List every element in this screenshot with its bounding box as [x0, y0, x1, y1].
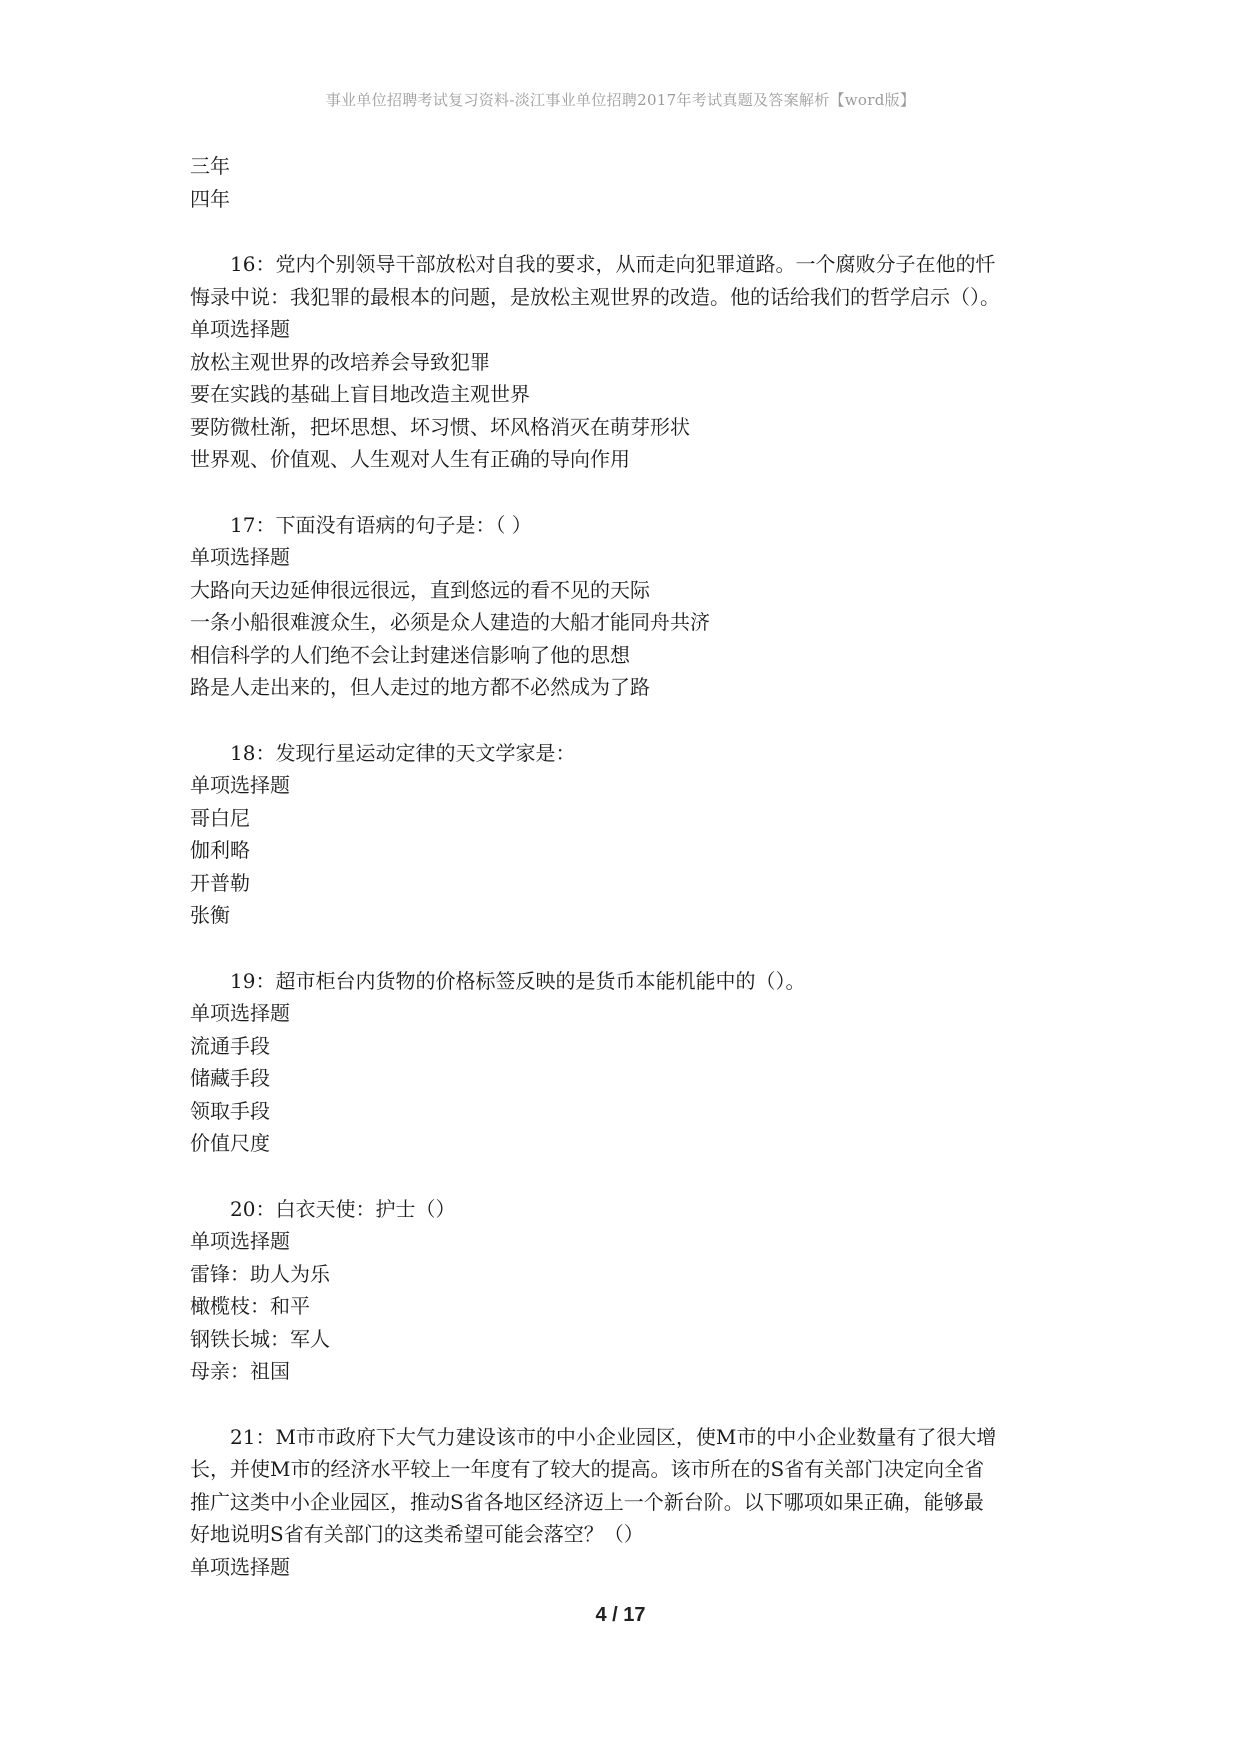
page-header: 事业单位招聘考试复习资料-淡江事业单位招聘2017年考试真题及答案解析【word版】 — [325, 91, 916, 109]
question-text: 19：超市柜台内货物的价格标签反映的是货币本能机能中的（）。 — [230, 968, 806, 993]
option-line: 世界观、价值观、人生观对人生有正确的导向作用 — [190, 447, 630, 471]
option-line: 伽利略 — [190, 838, 250, 862]
option-line: 橄榄枝：和平 — [190, 1294, 310, 1318]
option-line: 放松主观世界的改培养会导致犯罪 — [190, 349, 490, 374]
question-text: 20：白衣天使：护士（） — [230, 1196, 456, 1221]
question-type: 单项选择题 — [190, 1001, 290, 1025]
question-text: 17：下面没有语病的句子是：（ ） — [230, 512, 532, 537]
question-21 — [190, 1421, 1070, 1584]
option-line: 一条小船很难渡众生，必须是众人建造的大船才能同舟共济 — [190, 610, 710, 634]
question-type: 单项选择题 — [190, 1554, 290, 1579]
question-text: 16：党内个别领导干部放松对自我的要求，从而走向犯罪道路。一个腐败分子在他的忏 — [230, 252, 996, 276]
paragraph-gap — [190, 932, 1070, 965]
question-text: 推广这类中小企业园区，推动S省各地区经济迈上一个新台阶。以下哪项如果正确，能够最 — [190, 1489, 984, 1514]
option-line: 雷锋：助人为乐 — [190, 1261, 330, 1286]
question-text: 悔录中说：我犯罪的最根本的问题，是放松主观世界的改造。他的话给我们的哲学启示（）。 — [190, 284, 1000, 309]
question-type: 单项选择题 — [190, 1229, 290, 1253]
option-line: 领取手段 — [190, 1098, 270, 1123]
option-line: 钢铁长城：军人 — [190, 1326, 330, 1351]
question-text: 18：发现行星运动定律的天文学家是： — [230, 740, 576, 765]
question-type: 单项选择题 — [190, 773, 290, 797]
document-body — [190, 150, 1070, 1583]
option-line: 相信科学的人们绝不会让封建迷信影响了他的思想 — [190, 642, 630, 667]
paragraph-gap — [190, 215, 1070, 248]
paragraph-gap — [190, 476, 1070, 509]
page-number: 4 / 17 — [595, 1604, 646, 1626]
option-line: 价值尺度 — [190, 1131, 270, 1155]
option-line: 三年 — [190, 154, 230, 178]
option-line: 大路向天边延伸很远很远，直到悠远的看不见的天际 — [190, 577, 650, 602]
paragraph-gap — [190, 1160, 1070, 1193]
paragraph-gap — [190, 704, 1070, 737]
option-line: 流通手段 — [190, 1033, 270, 1058]
question-16 — [190, 248, 1070, 476]
question-17 — [190, 509, 1070, 704]
option-line: 储藏手段 — [190, 1066, 270, 1090]
question-19 — [190, 965, 1070, 1160]
question-text: 21：M市市政府下大气力建设该市的中小企业园区，使M市的中小企业数量有了很大增 — [230, 1424, 997, 1449]
option-line: 四年 — [190, 186, 230, 211]
option-line: 要防微杜渐，把坏思想、坏习惯、坏风格消灭在萌芽形状 — [190, 414, 690, 439]
question-text: 好地说明S省有关部门的这类希望可能会落空？（） — [190, 1522, 644, 1546]
option-line: 哥白尼 — [190, 805, 250, 830]
paragraph-gap — [190, 1388, 1070, 1421]
option-line: 开普勒 — [190, 870, 250, 895]
question-type: 单项选择题 — [190, 545, 290, 569]
option-line: 路是人走出来的，但人走过的地方都不必然成为了路 — [190, 675, 650, 699]
question-18 — [190, 737, 1070, 932]
option-line: 要在实践的基础上盲目地改造主观世界 — [190, 382, 530, 406]
option-line: 张衡 — [190, 903, 230, 927]
question-20 — [190, 1193, 1070, 1388]
question-type: 单项选择题 — [190, 317, 290, 341]
question-text: 长，并使M市的经济水平较上一年度有了较大的提高。该市所在的S省有关部门决定向全省 — [190, 1457, 985, 1481]
option-line: 母亲：祖国 — [190, 1359, 290, 1383]
